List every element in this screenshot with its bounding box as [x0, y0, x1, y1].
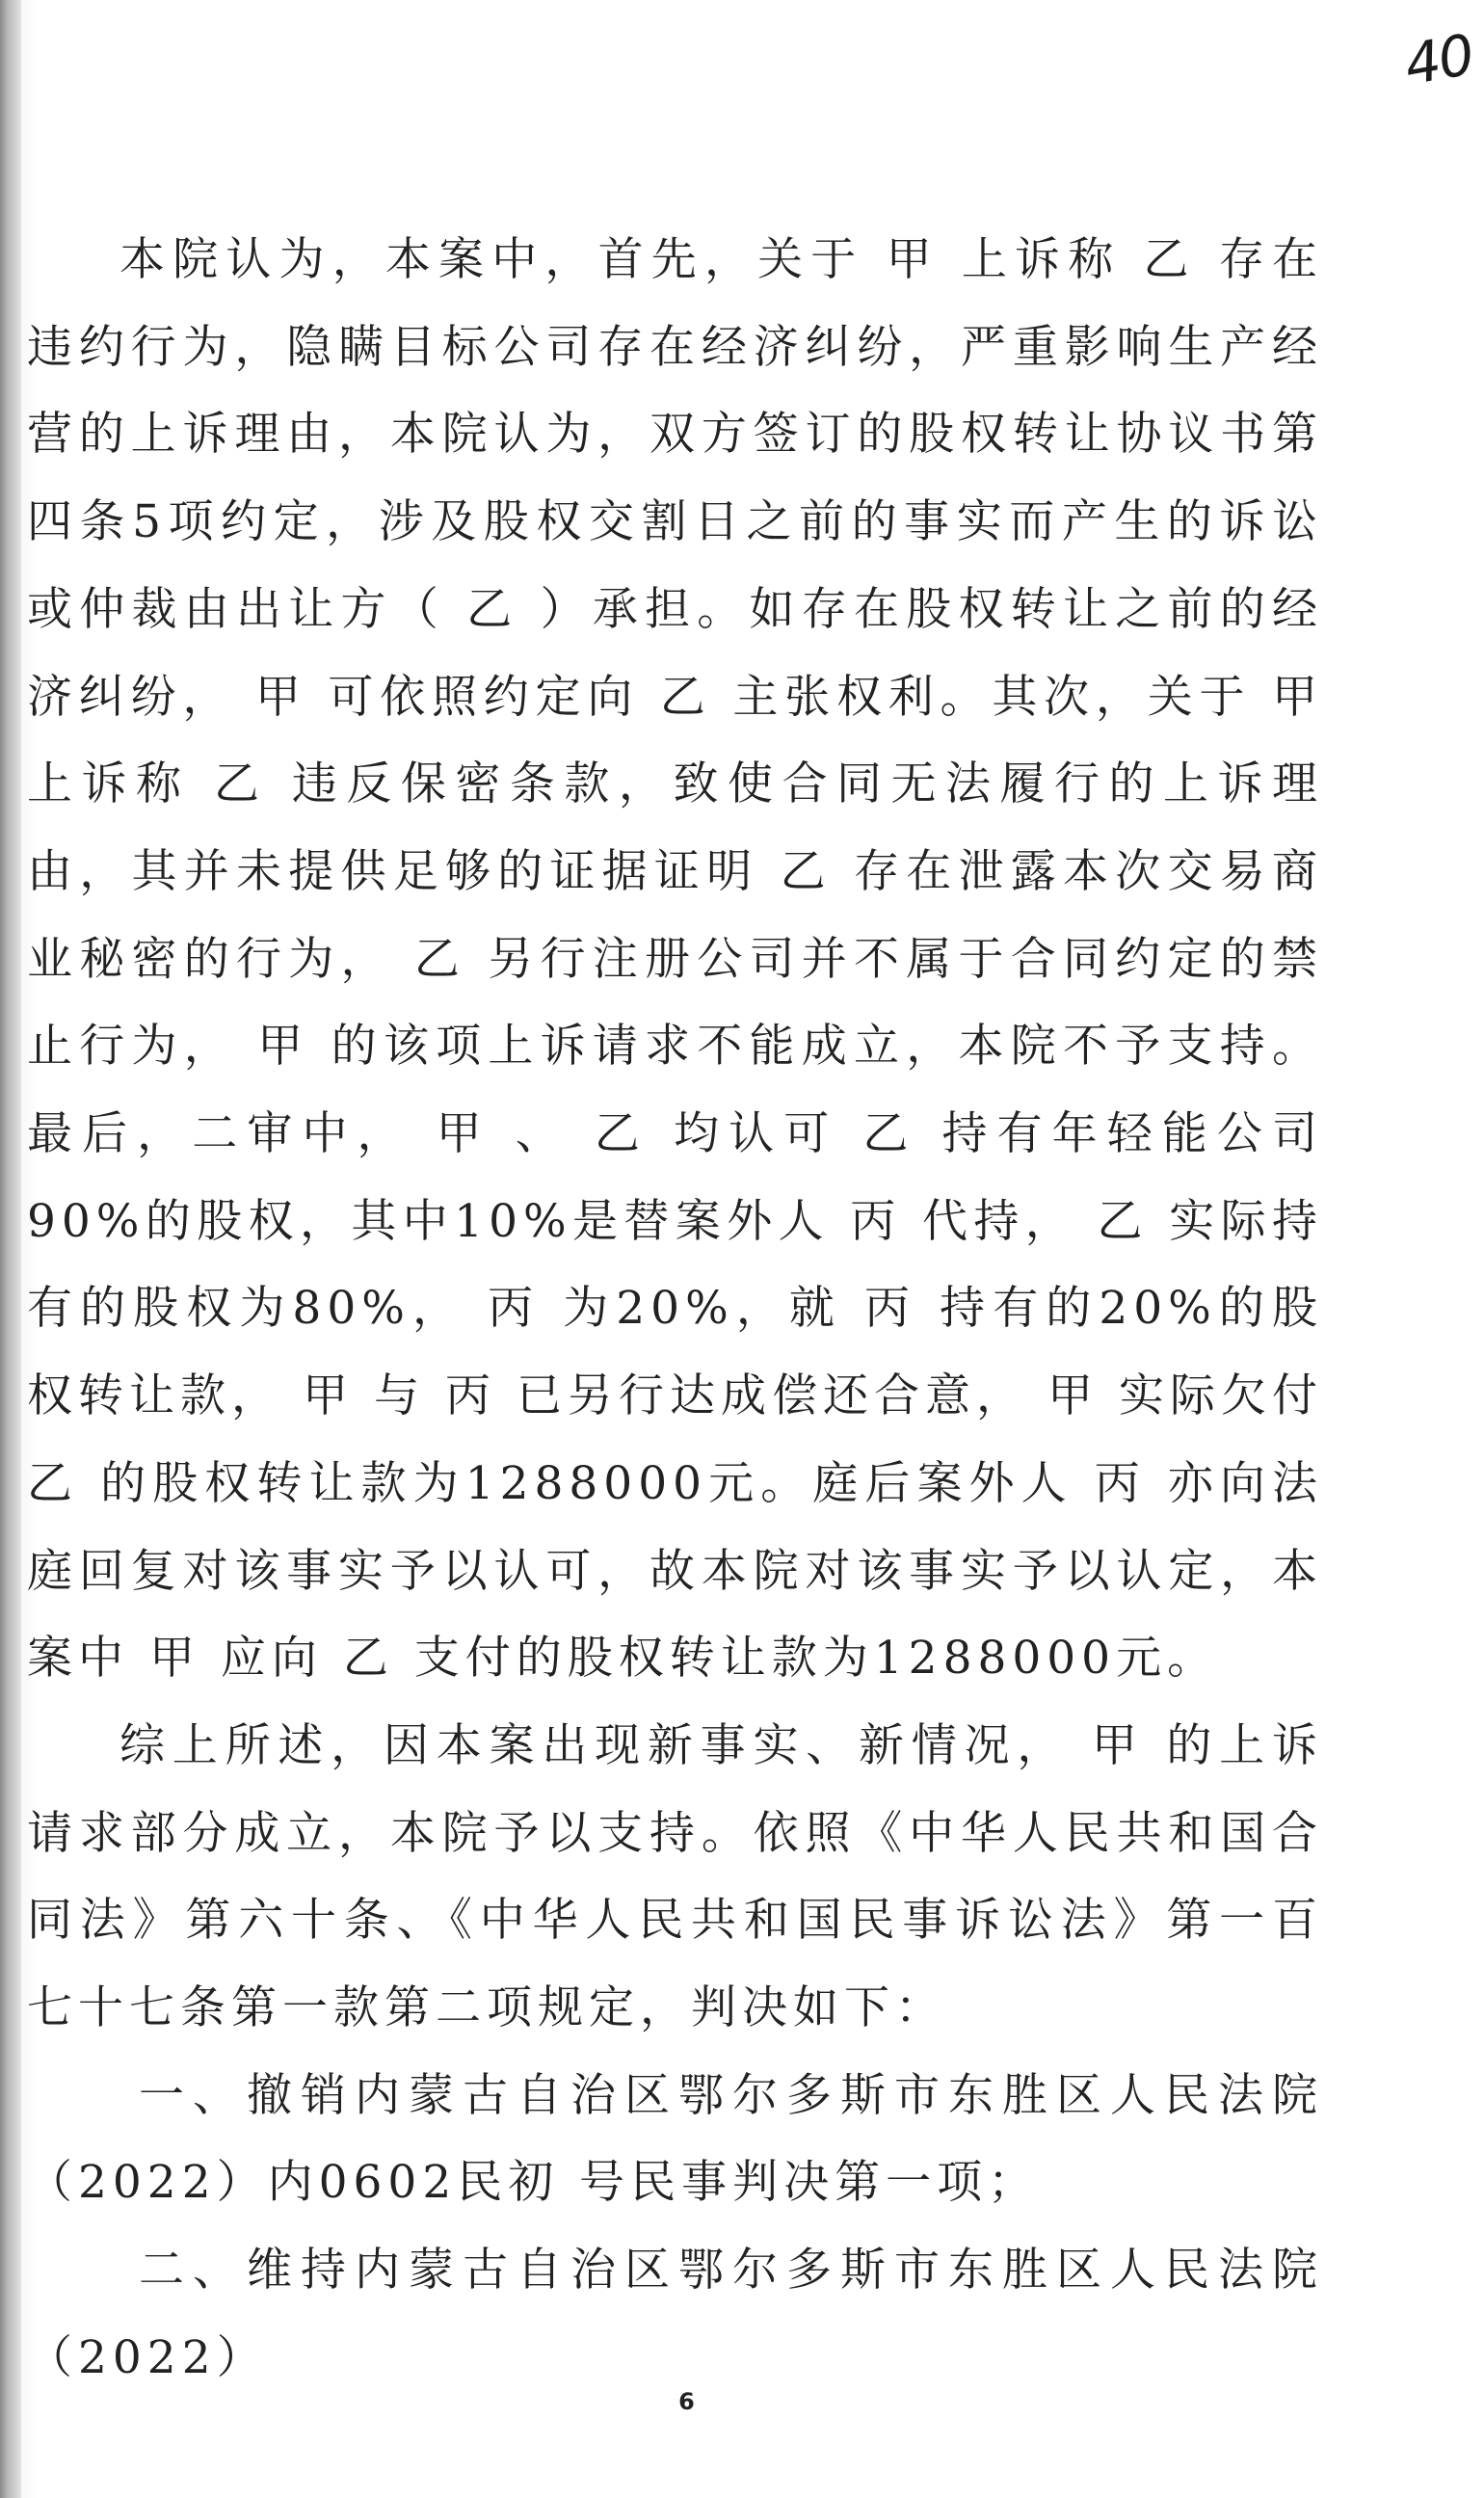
scan-binding-edge: [0, 0, 21, 2498]
paragraph-ruling-item-1: 一、撤销内蒙古自治区鄂尔多斯市东胜区人民法院（2022）内0602民初 号民事判决第一项；: [27, 2068, 1323, 2210]
paragraph-conclusion: 综上所述，因本案出现新事实、新情况， 甲 的上诉请求部分成立，本院予以支持。依照《中华人民共和国合同法》第六十条、《中华人民共和国民事诉讼法》第一百七十七条第一款第二项规定，判决如下：: [27, 1718, 1323, 2035]
paragraph-ruling-item-2: 二、维持内蒙古自治区鄂尔多斯市东胜区人民法院（2022）: [27, 2244, 1323, 2384]
handwritten-page-mark: 40: [1399, 21, 1478, 98]
paragraph-court-reasoning: 本院认为，本案中，首先，关于 甲 上诉称 乙 存在违约行为，隐瞒目标公司存在经济纠纷，严重影响生产经营的上诉理由，本院认为，双方签订的股权转让协议书第四条5项约定，涉及股权交割日之前的事实而产生的诉讼或仲裁由出让方（ 乙 ）承担。如存在股权转让之前的经济纠纷， 甲 可依照约定向 乙 主张权利。其次，关于 甲 上诉称 乙 违反保密条款，致使合同无法履行的上诉理由，其并未提供足够的证据证明 乙 存在泄露本次交易商业秘密的行为， 乙 另行注册公司并不属于合同约定的禁止行为， 甲 的该项上诉请求不能成立，本院不予支持。最后，二审中， 甲 、 乙 均认可 乙 持有年轻能公司90%的股权，其中10%是替案外人 丙 代持， 乙 实际持有的股权为80%， 丙 为20%，就 丙 持有的20%的股权转让款， 甲 与 丙 已另行达成偿还合意， 甲 实际欠付 乙 的股权转让款为1288000元。庭后案外人 丙 亦向法庭回复对该事实予以认可，故本院对该事实予以认定，本案中 甲 应向 乙 支付的股权转让款为1288000元。: [27, 233, 1323, 1686]
judgment-body: [27, 217, 1323, 2403]
page-number: 6: [678, 2388, 695, 2415]
